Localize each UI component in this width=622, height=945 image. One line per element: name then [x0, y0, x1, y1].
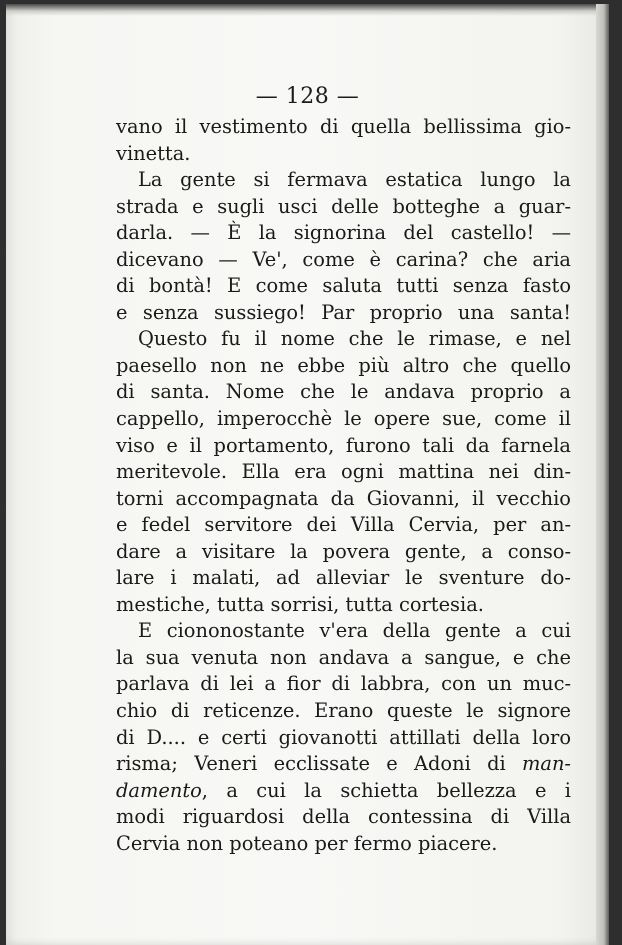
text-line: viso e il portamento, furono tali da farnela: [116, 433, 571, 457]
text-line: [116, 751, 571, 778]
page-top-shadow: [6, 4, 609, 16]
text-line: dicevano — Ve', come è carina? che aria: [116, 247, 571, 271]
text-line: parlava di lei a fior di labbra, con un muc-: [116, 672, 571, 696]
text-line: [116, 778, 571, 805]
page-binding-edge: [596, 4, 609, 945]
text-line: di bontà! E come saluta tutti senza fasto: [116, 274, 571, 298]
line-rest: , a cui la schietta bellezza e i: [201, 778, 571, 802]
text-line: cappello, imperocchè le opere sue, come il: [116, 407, 571, 431]
text-line: strada e sugli usci delle botteghe a guar-: [116, 194, 571, 218]
text-line: vinetta.: [116, 141, 191, 165]
book-page: [6, 4, 609, 945]
text-line: di D.... e certi giovanotti attillati della loro: [116, 725, 571, 749]
text-line: vano il vestimento di quella bellissima gio-: [116, 115, 571, 138]
text-line: torni accompagnata da Giovanni, il vecchio: [116, 486, 571, 510]
text-line: E ciononostante v'era della gente a cui: [138, 619, 571, 643]
text-line: lare i malati, ad alleviar le sventure do-: [116, 566, 571, 590]
text-line: e fedel servitore dei Villa Cervia, per an-: [116, 513, 571, 537]
text-line: di santa. Nome che le andava proprio a: [116, 380, 571, 404]
line-main: risma; Veneri ecclissate e Adoni di: [116, 752, 506, 776]
text-line: la sua venuta non andava a sangue, e che: [116, 645, 571, 669]
text-line: modi riguardosi della contessina di Villa: [116, 805, 571, 829]
text-line: darla. — È la signorina del castello! —: [116, 221, 571, 245]
text-line: Cervia non poteano per fermo piacere.: [116, 831, 498, 855]
text-line: chio di reticenze. Erano queste le signore: [116, 699, 571, 723]
text-line: La gente si fermava estatica lungo la: [138, 168, 571, 192]
text-line: Questo fu il nome che le rimase, e nel: [138, 327, 571, 351]
text-line: mestiche, tutta sorrisi, tutta cortesia.: [116, 592, 484, 616]
body-text: [116, 114, 571, 857]
page-number: — 128 —: [255, 84, 360, 109]
text-line: paesello non ne ebbe più altro che quello: [116, 353, 571, 377]
text-line: meritevole. Ella era ogni mattina nei din-: [116, 460, 571, 484]
italic-word: man-: [522, 752, 571, 776]
text-line: e senza sussiego! Par proprio una santa!: [116, 300, 571, 324]
text-line: dare a visitare la povera gente, a conso-: [116, 539, 571, 563]
italic-word: damento: [116, 778, 202, 802]
